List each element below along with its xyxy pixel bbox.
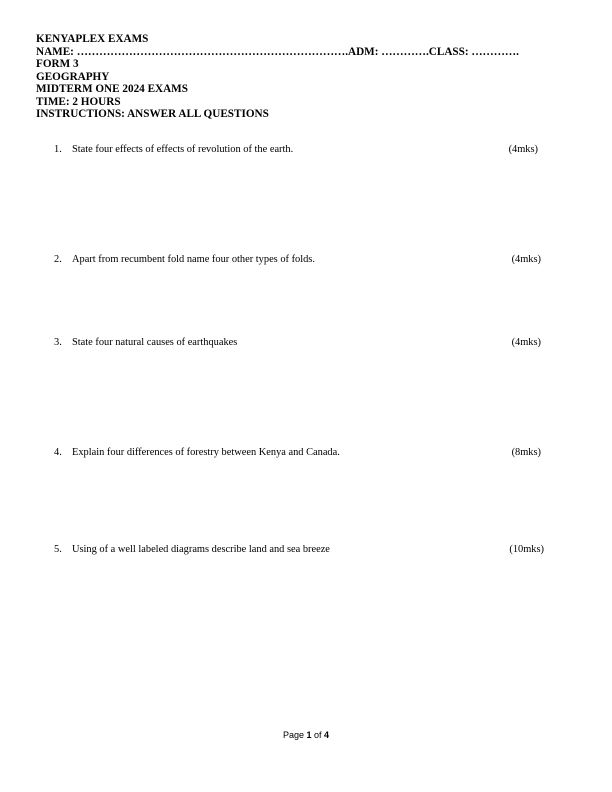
page-total: 4 [324,730,330,740]
question-text: Apart from recumbent fold name four other types of folds. [72,254,315,265]
student-details-line: NAME: ……………………………………………………………….ADM: ………….CLASS: …………. [36,45,519,58]
question-marks: (4mks) [508,144,538,155]
of-word: of [314,730,322,740]
instructions: INSTRUCTIONS: ANSWER ALL QUESTIONS [36,108,269,120]
page-footer [0,730,612,740]
question-text: Explain four differences of forestry between Kenya and Canada. [72,447,340,458]
question-marks: (8mks) [511,447,541,458]
question-number: 1. [54,144,62,155]
exam-header [36,33,556,121]
question-number: 2. [54,254,62,265]
question-marks: (4mks) [511,254,541,265]
page-word: Page [282,730,304,740]
subject-label: GEOGRAPHY [36,70,110,83]
question-text: State four natural causes of earthquakes [72,337,238,348]
form-label: FORM 3 [36,58,79,70]
question-number: 5. [54,544,62,555]
question-number: 4. [54,447,62,458]
school-name: KENYAPLEX EXAMS [36,33,149,45]
question-marks: (10mks) [509,544,544,555]
question-text: State four effects of effects of revolution of the earth. [72,144,294,155]
question-marks: (4mks) [511,337,541,348]
question-number: 3. [54,337,62,348]
exam-title: MIDTERM ONE 2024 EXAMS [36,83,188,95]
time-allowed: TIME: 2 HOURS [36,95,121,108]
page-current: 1 [306,730,312,740]
question-text: Using of a well labeled diagrams describe land and sea breeze [72,544,330,555]
